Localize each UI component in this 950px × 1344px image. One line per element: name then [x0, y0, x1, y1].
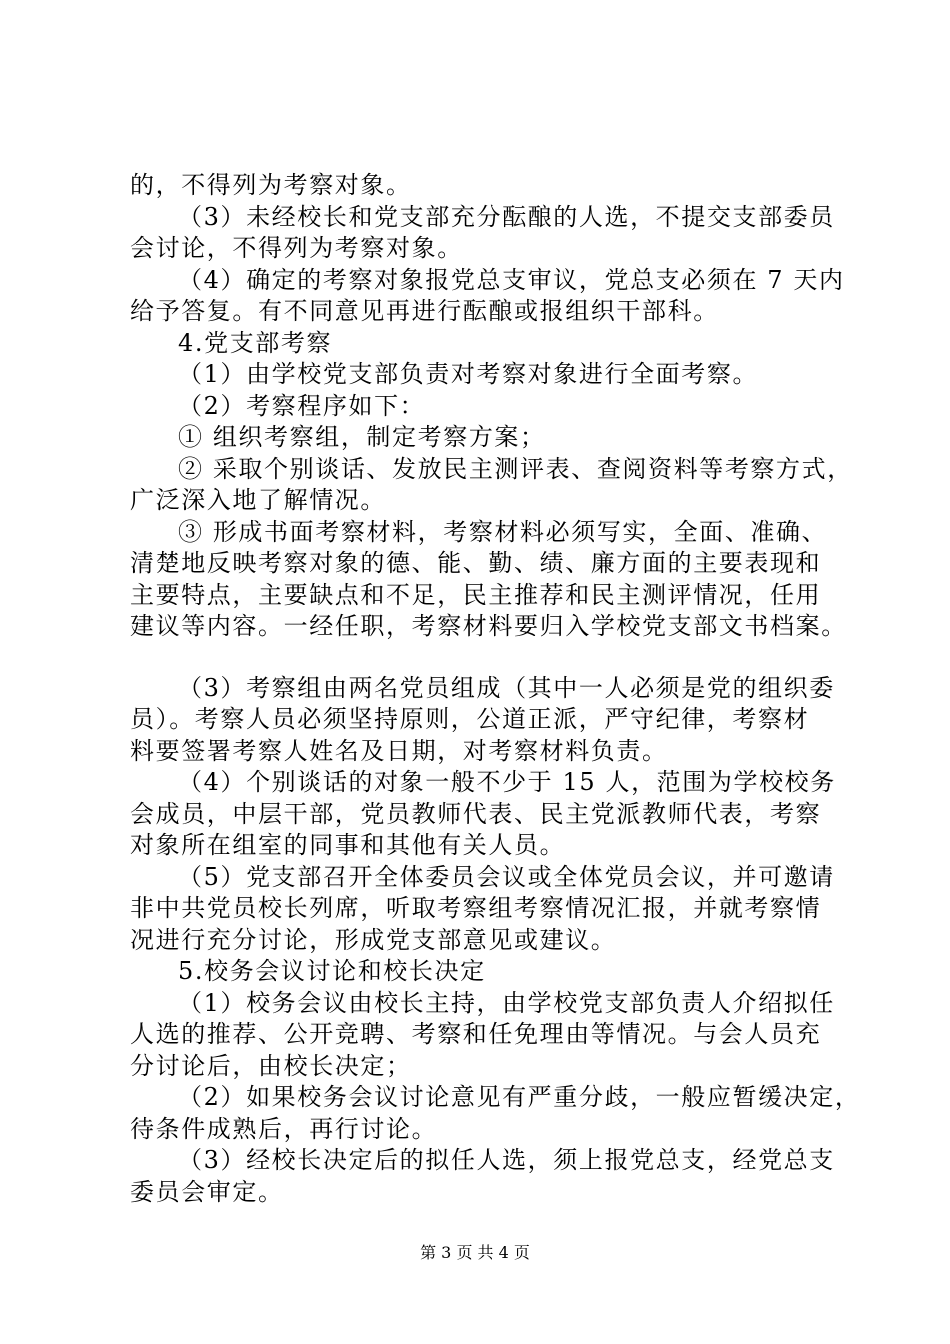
text-line: （3）未经校长和党支部充分酝酿的人选，不提交支部委员: [178, 202, 835, 231]
text-line: 的，不得列为考察对象。: [130, 171, 412, 199]
text-line: 5.校务会议讨论和校长决定: [178, 957, 486, 985]
text-line: （5）党支部召开全体委员会议或全体党员会议，并可邀请: [178, 862, 835, 891]
text-line: 非中共党员校长列席，听取考察组考察情况汇报，并就考察情: [130, 894, 822, 922]
text-line: 委员会审定。: [130, 1177, 284, 1206]
text-line: 建议等内容。一经任职，考察材料要归入学校党支部文书档案。: [130, 612, 847, 640]
text-line: （4）个别谈话的对象一般不少于 15 人，范围为学校校务: [178, 768, 836, 796]
text-line: （4）确定的考察对象报党总支审议，党总支必须在 7 天内: [178, 265, 845, 294]
text-line: （1）由学校党支部负责对考察对象进行全面考察。: [178, 360, 759, 388]
text-block-2: [130, 673, 861, 1209]
text-line: 广泛深入地了解情况。: [130, 486, 386, 514]
text-line: （2）考察程序如下：: [178, 391, 426, 420]
text-line: ③ 形成书面考察材料，考察材料必须写实，全面、准确、: [178, 517, 828, 546]
text-line: （3）经校长决定后的拟任人选，须上报党总支，经党总支: [178, 1146, 835, 1174]
text-line: 清楚地反映考察对象的德、能、勤、绩、廉方面的主要表现和: [130, 549, 822, 577]
text-line: ① 组织考察组，制定考察方案；: [178, 423, 546, 451]
text-line: 况进行充分讨论，形成党支部意见或建议。: [130, 925, 617, 954]
text-line: ② 采取个别谈话、发放民主测评表、查阅资料等考察方式，: [178, 454, 853, 483]
paragraph-gap: [130, 643, 850, 673]
text-line: （1）校务会议由校长主持，由学校党支部负责人介绍拟任: [178, 988, 835, 1017]
text-line: 员）。考察人员必须坚持原则，公道正派，严守纪律，考察材: [130, 705, 810, 733]
text-line: 给予答复。有不同意见再进行酝酿或报组织干部科。: [130, 297, 719, 325]
page-footer: 第 3 页 共 4 页: [420, 1243, 530, 1262]
document-body: [130, 170, 861, 1208]
text-line: 人选的推荐、公开竞聘、考察和任免理由等情况。与会人员充: [130, 1020, 822, 1048]
text-line: （2）如果校务会议讨论意见有严重分歧，一般应暂缓决定，: [178, 1083, 861, 1111]
text-line: 分讨论后，由校长决定；: [130, 1051, 412, 1080]
text-line: 主要特点，主要缺点和不足，民主推荐和民主测评情况，任用: [130, 580, 822, 609]
text-line: 料要签署考察人姓名及日期，对考察材料负责。: [130, 736, 668, 765]
text-block-1: [130, 170, 853, 643]
text-line: （3）考察组由两名党员组成（其中一人必须是党的组织委: [178, 673, 835, 702]
text-line: 会讨论，不得列为考察对象。: [130, 234, 463, 262]
text-line: 会成员，中层干部，党员教师代表、民主党派教师代表，考察: [130, 799, 822, 828]
text-line: 待条件成熟后，再行讨论。: [130, 1114, 438, 1143]
text-line: 4.党支部考察: [178, 328, 333, 357]
text-line: 对象所在组室的同事和其他有关人员。: [130, 831, 566, 859]
